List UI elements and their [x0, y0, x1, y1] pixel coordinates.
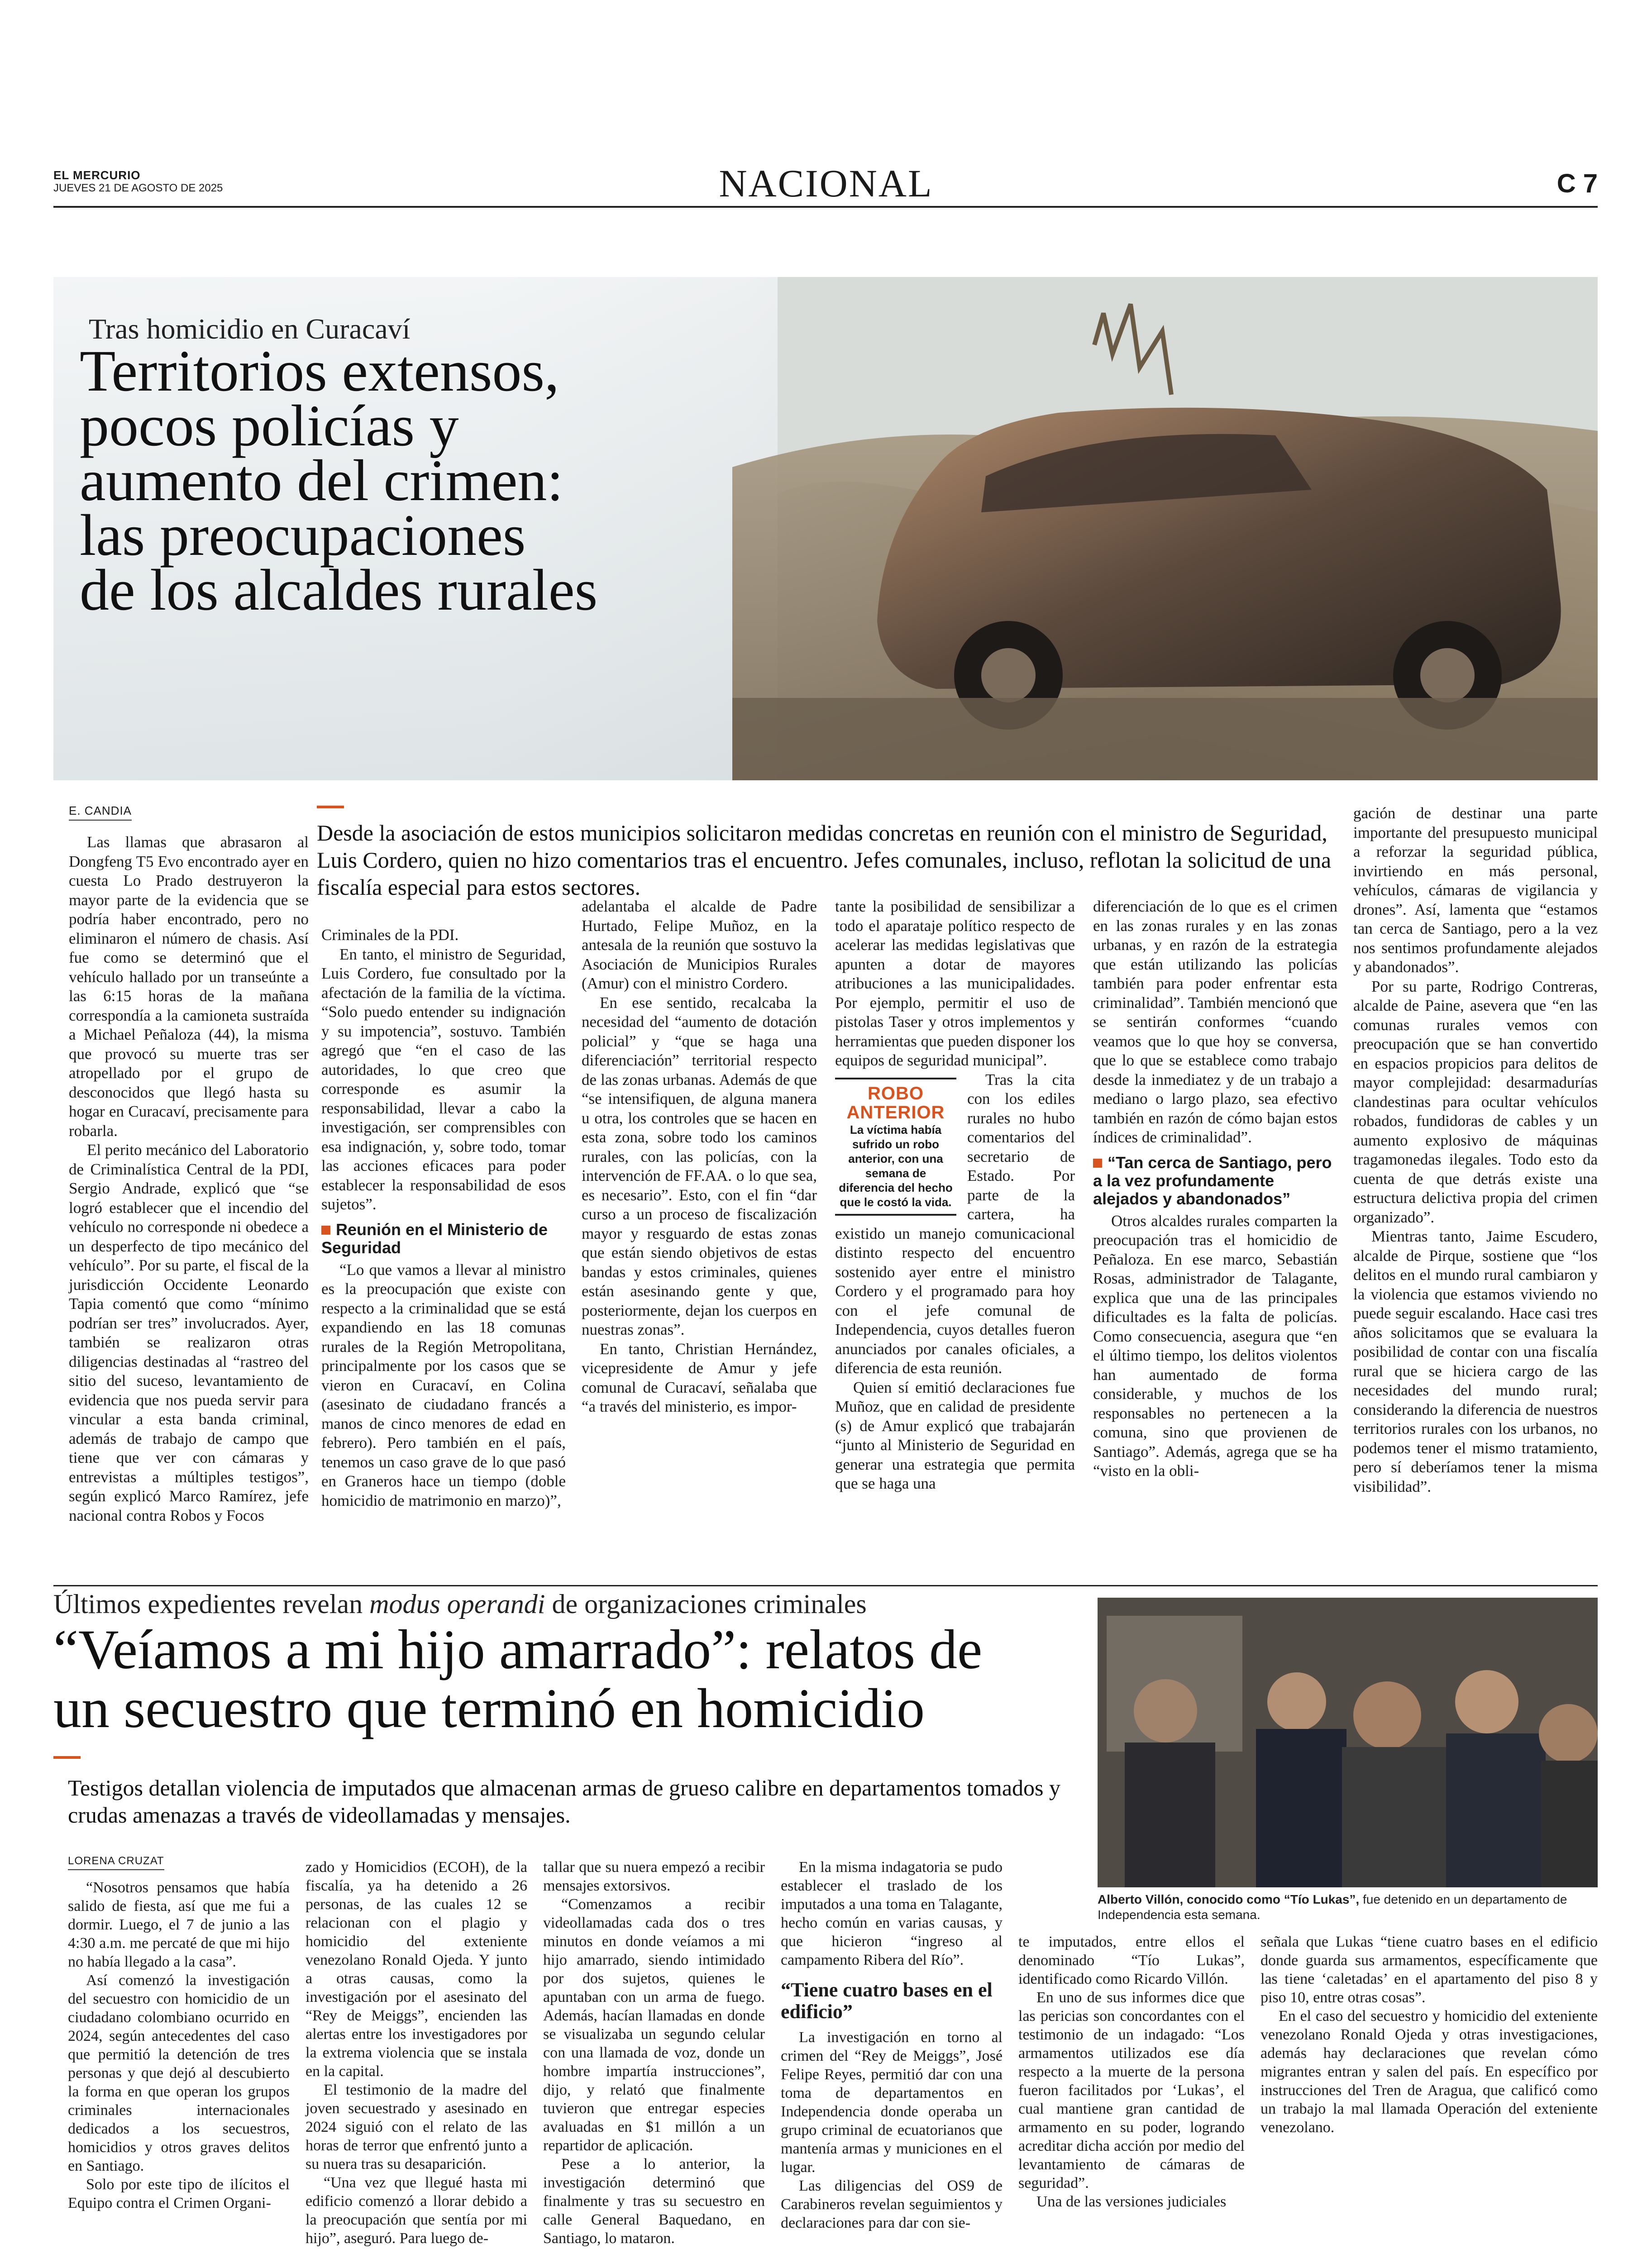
subhead: “Tan cerca de Santiago, pero a la vez profundamente alejados y abandonados”	[1093, 1153, 1332, 1208]
deck-accent-rule	[53, 1756, 81, 1759]
article1-col4	[835, 897, 1075, 1494]
paragraph: zado y Homicidios (ECOH), de la fiscalía, ya ha detenido a 26 personas, de las cuales 12 se relacionan con el plagio y homicidio del exteniente venezolano Ronald Ojeda. Y junto a otras causas, como la investigación por el asesinato del “Rey de Meiggs”, encienden las alertas entre los investigadores por la extrema violencia que se instala en la capital.	[306, 1859, 527, 2080]
callout-body: La víctima había sufrido un robo anterior, con una semana de diferencia del hecho que le costó la vida.	[839, 1122, 953, 1209]
paragraph: Pese a lo anterior, la investigación determinó que finalmente y tras su secuestro en calle General Baquedano, en Santiago, lo mataron.	[543, 2156, 765, 2247]
article1-deck: Desde la asociación de estos municipios solicitaron medidas concretas en reunión con el ministro de Seguridad, Luis Cordero, quien no hizo comentarios tras el encuentro. Jefes comunales, incluso, reflotan la solicitud de una fiscalía especial para estos sectores.	[317, 820, 1332, 900]
article1-headline-line: pocos policías y	[80, 393, 459, 458]
article2-col1	[68, 1878, 290, 2212]
paragraph: Mientras tanto, Jaime Escudero, alcalde de Pirque, sostiene que “los delitos en el mundo rural cambiaron y la violencia que estamos viviendo no puede seguir escalando. Hace casi tres años solicitamos que se evaluara la posibilidad de contar con una fiscalía rural que se hiciera cargo de las necesidades del mundo rural; considerando la diferencia de nuestros territorios rurales con los urbanos, no podemos tener el mismo tratamiento, pero sí deberíamos tener la misma visibilidad”.	[1353, 1227, 1598, 1495]
issue-date: JUEVES 21 DE AGOSTO DE 2025	[53, 182, 223, 194]
paragraph: En tanto, Christian Hernández, vicepresidente de Amur y jefe comunal de Curacaví, señalaba que “a través del ministerio, es impor-	[582, 1340, 817, 1415]
paragraph: Las diligencias del OS9 de Carabineros revelan seguimientos y declaraciones para dar con sie-	[781, 2177, 1003, 2231]
article1-kicker: Tras homicidio en Curacaví	[89, 313, 411, 345]
square-bullet-icon	[321, 1226, 330, 1235]
article1-headline-line: Territorios extensos,	[80, 339, 559, 404]
paragraph: adelantaba el alcalde de Padre Hurtado, Felipe Muñoz, en la antesala de la reunión que sostuvo la Asociación de Municipios Rurales (Amur) con el ministro Cordero.	[582, 898, 817, 992]
article2-col2	[306, 1858, 527, 2248]
paragraph: señala que Lukas “tiene cuatro bases en el edificio donde guarda sus armamentos, específicamente que las tiene ‘caletadas’ en el apartamento del piso 8 y piso 10, entre otras cosas”.	[1260, 1934, 1598, 2006]
article1-col5	[1093, 897, 1337, 1481]
article1-col6	[1353, 804, 1598, 1496]
masthead-rule	[53, 206, 1598, 208]
paragraph: Las llamas que abrasaron al Dongfeng T5 Evo encontrado ayer en cuesta Lo Prado destruyeron la mayor parte de la evidencia que se podría haber encontrado, pero no eliminaron el número de chasis. Así fue como se determinó que el vehículo hallado por un transeúnte a las 6:15 horas de la mañana correspondía a la camioneta sustraída a Michael Peñaloza (44), la misma que provocó su muerte tras ser atropellado por el grupo de desconocidos que llegó hasta su hogar en Curacaví, precisamente para robarla.	[69, 833, 309, 1140]
paragraph: La investigación en torno al crimen del “Rey de Meiggs”, José Felipe Reyes, permitió dar con una toma de departamentos en Independencia donde operaba un grupo criminal de ecuatorianos que mantenía armas y municiones en el lugar.	[781, 2029, 1003, 2176]
paragraph: “Comenzamos a recibir videollamadas cada dos o tres minutos en donde veíamos a mi hijo amarrado, siendo intimidado por dos sujetos, quienes le apuntaban con un arma de fuego. Además, hacían llamadas en donde se visualizaba un segundo celular con una llamada de voz, donde un hombre impartía instrucciones”, dijo, y relató que finalmente tuvieron que entregar especies avaluadas en $1 millón a un repartidor de aplicación.	[543, 1896, 765, 2154]
article1-col2	[321, 926, 566, 1510]
paper-name: EL MERCURIO	[53, 168, 141, 182]
paragraph: En uno de sus informes dice que las pericias son concordantes con el testimonio de un indagado: “Los armamentos utilizados ese día respecto a la muerte de la persona fueron facilitados por ‘Lukas’, el cual mantiene gran cantidad de armamento en su poder, logrando acreditar dicha acción por medio del levantamiento de cámaras de seguridad”.	[1018, 1989, 1245, 2191]
paragraph: El testimonio de la madre del joven secuestrado y asesinado en 2024 siguió con el relato de las horas de terror que enfrentó junto a su nuera tras su desaparición.	[306, 2082, 527, 2172]
callout-box	[835, 1078, 956, 1216]
paragraph: Quien sí emitió declaraciones fue Muñoz, que en calidad de presidente (s) de Amur explicó que trabajarán “junto al Ministerio de Seguridad en generar una estrategia que permita que se haga una	[835, 1378, 1075, 1492]
article2-col5	[1018, 1933, 1245, 2211]
paragraph: Solo por este tipo de ilícitos el Equipo contra el Crimen Organi-	[68, 2176, 290, 2211]
article2-col4	[781, 1858, 1003, 2232]
article2-headline	[53, 1620, 982, 1738]
article2-kicker: Últimos expedientes revelan modus operandi de organizaciones criminales	[53, 1589, 867, 1619]
article2-headline-line: “Veíamos a mi hijo amarrado”: relatos de	[53, 1618, 983, 1681]
article2-deck: Testigos detallan violencia de imputados que almacenan armas de grueso calibre en departamentos tomados y crudas amenazas a través de videollamadas y mensajes.	[68, 1775, 1060, 1828]
paragraph: gación de destinar una parte importante del presupuesto municipal a reforzar la seguridad pública, invirtiendo en más personal, vehículos, cámaras de vigilancia y drones”. Así, lamenta que “estamos tan cerca de Santiago, pero a la vez nos sentimos profundamente alejados y abandonados”.	[1353, 804, 1598, 976]
article2-col3	[543, 1858, 765, 2248]
section-title: NACIONAL	[719, 162, 933, 205]
deck-accent-rule	[317, 806, 344, 808]
paragraph: Por su parte, Rodrigo Contreras, alcalde de Paine, asevera que “en las comunas rurales vemos con preocupación que se han convertido en espacios propicios para delitos de mayor complejidad: desarmadurías clandestinas para ocultar vehículos robados, fundidoras de cables y un aumento explosivo de máquinas tragamonedas ilegales. Todo esto da cuenta de que detrás existe una estructura delictiva propia del crimen organizado”.	[1353, 977, 1598, 1226]
paragraph: Así comenzó la investigación del secuestro con homicidio de un ciudadano colombiano ocurrido en 2024, según antecedentes del caso que permitió la detención de tres personas y que dejó al descubierto la forma en que operan los grupos criminales internacionales dedicados a los secuestros, homicidios y otros graves delitos en Santiago.	[68, 1972, 290, 2174]
paragraph: Criminales de la PDI.	[321, 926, 459, 944]
paragraph: “Nosotros pensamos que había salido de fiesta, así que me fui a dormir. Luego, el 7 de junio a las 4:30 a.m. me percaté de que mi hijo no había llegado a la casa”.	[68, 1879, 290, 1970]
article2-photo-caption: Alberto Villón, conocido como “Tío Lukas”, fue detenido en un departamento de Independencia esta semana.	[1098, 1892, 1567, 1922]
paragraph: “Una vez que llegué hasta mi edificio comenzó a llorar debido a la preocupación que sentía por mi hijo”, aseguró. Para luego de-	[306, 2174, 527, 2247]
article2-photo	[1098, 1598, 1598, 1887]
paragraph: Tras la cita con los ediles rurales no hubo comentarios del secretario de Estado. Por parte de la cartera, ha existido un manejo comunicacional distinto respecto del encuentro sostenido ayer entre el ministro Cordero y el programado para hoy con el jefe comunal de Independencia, cuyos detalles fueron anunciados por canales oficiales, a diferencia de esta reunión.	[835, 1070, 1075, 1377]
article2-col6	[1260, 1933, 1598, 2137]
square-bullet-icon	[1093, 1159, 1102, 1168]
paragraph: te imputados, entre ellos el denominado “Tío Lukas”, identificado como Ricardo Villón.	[1018, 1934, 1245, 1987]
article1-headline	[80, 339, 598, 623]
paragraph: Una de las versiones judiciales	[1036, 2193, 1227, 2210]
subhead: Reunión en el Ministerio de Seguridad	[321, 1220, 548, 1257]
paragraph: tallar que su nuera empezó a recibir mensajes extorsivos.	[543, 1859, 765, 1894]
subhead: “Tiene cuatro bases en el edificio”	[781, 1979, 993, 2023]
article1-col1	[69, 833, 309, 1525]
paragraph: tante la posibilidad de sensibilizar a todo el aparataje político respecto de acelerar las medidas legislativas que apunten a dotar de mayores atribuciones a las municipalidades. Por ejemplo, permitir el uso de pistolas Taser y otros implementos y herramientas que pueden disponer los equipos de seguridad municipal”.	[835, 898, 1075, 1069]
paragraph: El perito mecánico del Laboratorio de Criminalística Central de la PDI, Sergio Andrade, explicó que “se logró establecer que el incendio del vehículo no corresponde ni obedece a un desperfecto de tipo mecánico del vehículo”. Por su parte, el fiscal de la jurisdicción Occidente Leonardo Tapia comentó que como “mínimo podrían ser tres” involucrados. Ayer, también se realizaron otras diligencias destinadas al “rastreo del sitio del suceso, levantamiento de evidencia que nos pueda servir para vincular a esta banda criminal, además de trabajo de campo que tiene que ver con cámaras y entrevistas a múltiples testigos”, según explicó Marco Ramírez, jefe nacional contra Robos y Focos	[69, 1141, 309, 1524]
article1-headline-line: las preocupaciones	[80, 503, 526, 568]
article1-byline: E. CANDIA	[69, 804, 132, 821]
paragraph: En ese sentido, recalcaba la necesidad del “aumento de dotación policial” y “que se haga una diferenciación” territorial respecto de las zonas urbanas. Además de que “se intensifiquen, de alguna manera u otra, los controles que se hacen en esta zona, sobre todo los caminos rurales, con las policías, con la intervención de FF.AA. o lo que sea, es necesario”. Esto, con el fin “dar curso a un proceso de fiscalización mayor y resguardo de estas zonas que están siendo objetivos de estas bandas y estos criminales, quienes están asesinando gente y que, posteriormente, dejan los cuerpos en nuestras zonas”.	[582, 993, 817, 1338]
article2-headline-line: un secuestro que terminó en homicidio	[53, 1677, 925, 1739]
paragraph: En el caso del secuestro y homicidio del exteniente venezolano Ronald Ojeda y otras investigaciones, además hay declaraciones que revelan cómo migrantes entran y salen del país. En específico por instrucciones del Tren de Aragua, que calificó como un trabajo la mal llamada Operación del exteniente venezolano.	[1260, 2008, 1598, 2136]
paragraph: En la misma indagatoria se pudo establecer el traslado de los imputados a una toma en Talagante, hecho común en varias causas, y que hicieron “ingreso al campamento Ribera del Río”.	[781, 1859, 1003, 1968]
callout-title: ROBO ANTERIOR	[846, 1083, 945, 1122]
page-number: C 7	[1557, 169, 1598, 198]
paragraph: En tanto, el ministro de Seguridad, Luis Cordero, fue consultado por la afectación de la familia de la víctima. “Solo puedo entender su indignación y su impotencia”, sostuvo. También agregó que “en el caso de las autoridades, lo que creo que corresponde es asumir la responsabilidad, llevar a cabo la investigación, ser comprensibles con esa indignación, y, sobre todo, tomar las acciones eficaces para poder establecer la responsabilidad de esos sujetos”.	[321, 945, 566, 1213]
article1-headline-line: de los alcaldes rurales	[80, 558, 598, 623]
article1-col3	[582, 897, 817, 1417]
article-separator	[53, 1585, 1598, 1586]
article2-byline: LORENA CRUZAT	[68, 1855, 164, 1870]
paragraph: “Lo que vamos a llevar al ministro es la preocupación que existe con respecto a la criminalidad que se está expandiendo en las 18 comunas rurales de la Región Metropolitana, principalmente por los casos que se vieron en Curacaví, en Colina (asesinato de ciudadano francés a manos de cinco menores de edad en febrero). Pero también en el país, tenemos un caso grave de lo que pasó en Graneros hace un tiempo (doble homicidio de matrimonio en marzo)”,	[321, 1260, 566, 1509]
paragraph: Otros alcaldes rurales comparten la preocupación tras el homicidio de Peñaloza. En ese marco, Sebastián Rosas, administrador de Talagante, explica que una de las principales dificultades es la falta de policías. Como consecuencia, asegura que “en el último tiempo, los delitos violentos han aumentado de forma considerable, y muchos de los responsables no pertenecen a la comuna, sino que provienen de Santiago”. Además, agrega que se ha “visto en la obli-	[1093, 1212, 1337, 1480]
article1-headline-line: aumento del crimen:	[80, 448, 563, 513]
paragraph: diferenciación de lo que es el crimen en las zonas rurales y en las zonas urbanas, y en razón de la estrategia que están utilizando las policías también para poder enfrentar esta criminalidad”. También mencionó que se sentirán conformes “cuando veamos que lo que hoy se conversa, que lo que se establece como trabajo desde la inmediatez y de un trabajo a mediano o largo plazo, sea efectivo también en razón de cómo bajan estos índices de criminalidad”.	[1093, 898, 1337, 1146]
